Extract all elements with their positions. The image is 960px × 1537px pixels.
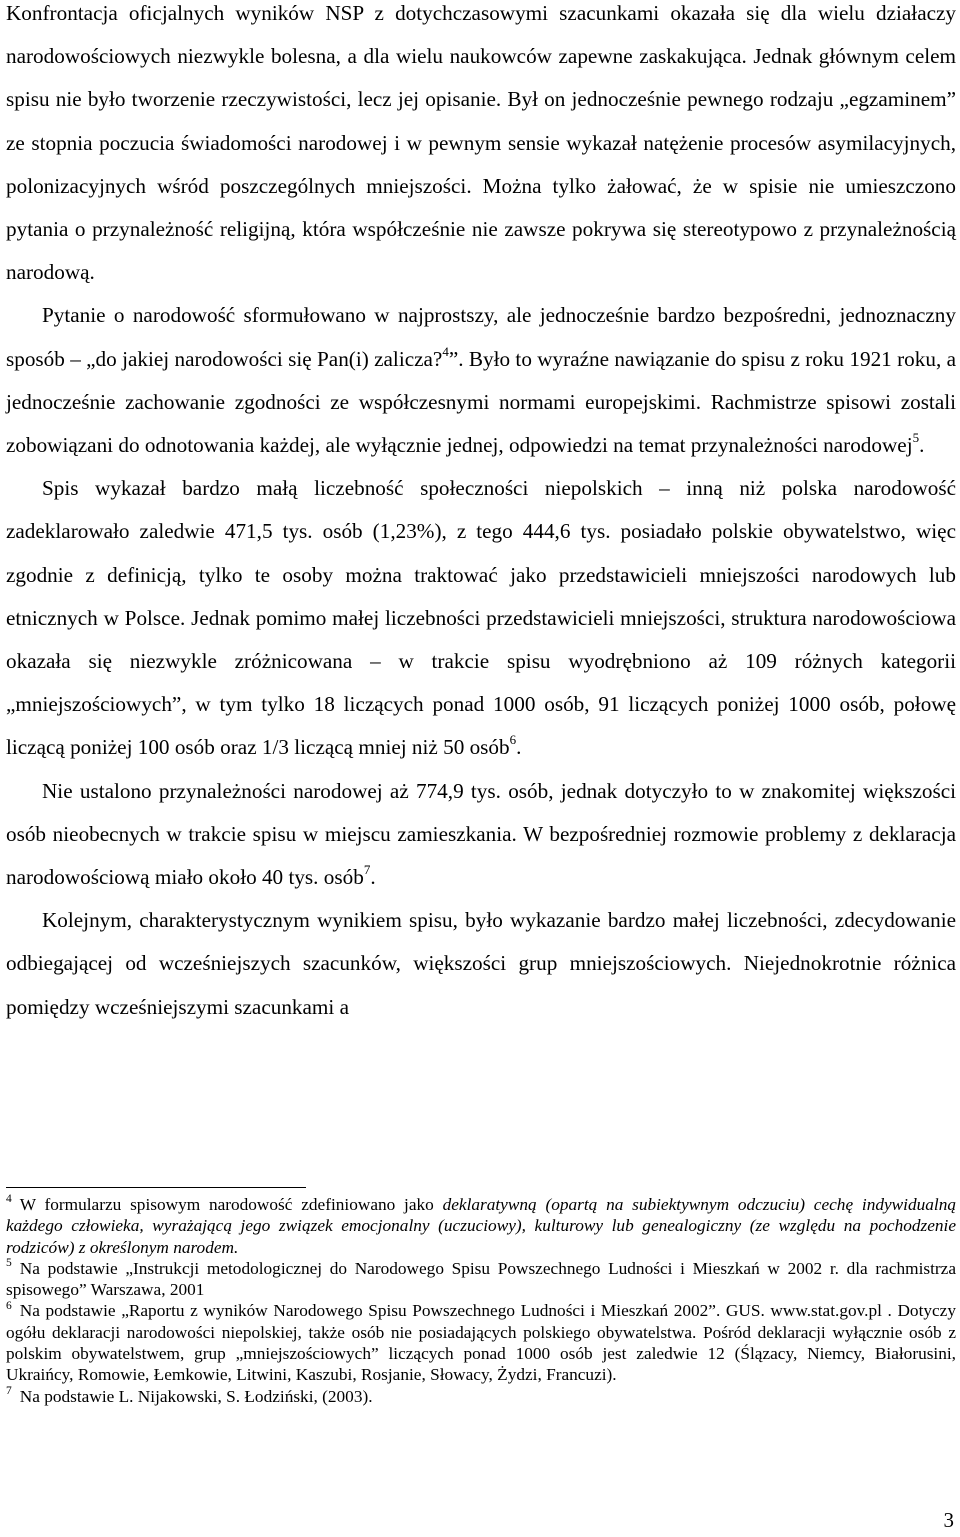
footnote-7 [6, 1386, 956, 1407]
footnote-5-text: Na podstawie „Instrukcji metodologicznej do Narodowego Spisu Powszechnego Ludności i Mieszkań w 2002 r. dla rachmistrza spisowego” Warszawa, 2001 [6, 1258, 956, 1300]
page-number: 3 [943, 1508, 954, 1532]
paragraph-5: Kolejnym, charakterystycznym wynikiem spisu, było wykazanie bardzo małej liczebności, zdecydowanie odbiegającej od wcześniejszych szacunków, większości grup mniejszościowych. Niejednokrotnie różnica pomiędzy wcześniejszymi szacunkami a [6, 908, 956, 1019]
footnote-4-marker: 4 [6, 1193, 12, 1206]
paragraph-2-text-a: Pytanie o narodowość sformułowano w najprostszy, ale jednocześnie bardzo bezpośredni, jednoznaczny sposób – „do jakiej narodowości się Pan(i) zalicza? [6, 303, 956, 371]
footnote-4-text: W formularzu spisowym narodowość zdefiniowano jako [19, 1195, 443, 1214]
footnote-separator [6, 1187, 306, 1188]
paragraph-2-text-c: . [919, 433, 925, 458]
paragraph-4 [6, 770, 956, 900]
paragraph-3-text-a: Spis wykazał bardzo małą liczebność społeczności niepolskich – inną niż polska narodowość zadeklarowało zaledwie 471,5 tys. osób (1,23%), z tego 444,6 tys. posiadało polskie obywatelstwo, więc zgodnie z definicją, tylko te osoby można traktować jako przedstawicieli mniejszości narodowych lub etnicznych w Polsce. Jednak pomimo małej liczebności przedstawicieli mniejszości, struktura narodowościowa okazała się niezwykle zróżnicowana – w trakcie spisu wyodrębniono aż 109 różnych kategorii „mniejszościowych”, w tym tylko 18 liczących ponad 1000 osób, 91 liczących poniżej 1000 osób, połowę liczącą poniżej 100 osób oraz 1/3 liczącą mniej niż 50 osób [6, 476, 956, 760]
footnote-7-text: Na podstawie L. Nijakowski, S. Łodziński, (2003). [19, 1386, 373, 1406]
footnote-ref-4[interactable]: 4 [442, 343, 449, 359]
footnote-ref-5[interactable]: 5 [912, 429, 920, 445]
footnote-ref-6[interactable]: 6 [509, 732, 517, 748]
main-text [6, 0, 956, 1029]
footnote-6 [6, 1300, 956, 1385]
footnote-5 [6, 1258, 956, 1301]
footnote-5-marker: 5 [6, 1257, 12, 1270]
footnote-ref-7[interactable]: 7 [363, 862, 371, 877]
paragraph-4-text-b: . [370, 865, 376, 890]
paragraph-3 [6, 467, 956, 769]
paragraph-3-text-b: . [516, 735, 522, 760]
footnote-7-marker: 7 [6, 1384, 12, 1397]
paragraph-1: Konfrontacja oficjalnych wyników NSP z dotychczasowymi szacunkami okazała się dla wielu działaczy narodowościowych niezwykle bolesna, a dla wielu naukowców zapewne zaskakująca. Jednak głównym celem spisu nie było tworzenie rzeczywistości, lecz jej opisanie. Był on jednocześnie pewnego rodzaju „egzaminem” ze stopnia poczucia świadomości narodowej i w pewnym sensie wykazał natężenie procesów asymilacyjnych, polonizacyjnych wśród poszczególnych mniejszości. Można tylko żałować, że w spisie nie umieszczono pytania o przynależność religijną, która współcześnie nie zawsze pokrywa się stereotypowo z przynależnością narodową. [6, 1, 956, 285]
footnote-4 [6, 1194, 956, 1258]
paragraph-2-text-b: ”. Było to wyraźne nawiązanie do spisu z roku 1921 roku, a jednocześnie zachowanie zgodności ze współczesnymi normami europejskimi. Rachmistrze spisowi zostali zobowiązani do odnotowania każdej, ale wyłącznie jednej, odpowiedzi na temat przynależności narodowej [6, 346, 956, 458]
footnote-6-marker: 6 [6, 1299, 12, 1312]
paragraph-4-text-a: Nie ustalono przynależności narodowej aż 774,9 tys. osób, jednak dotyczyło to w znakomitej większości osób nieobecnych w trakcie spisu w miejscu zamieszkania. W bezpośredniej rozmowie problemy z deklaracja narodowościową miało około 40 tys. osób [6, 778, 956, 890]
footnote-4-definition: deklaratywną (opartą na subiektywnym odczuciu) cechę indywidualną każdego człowieka, wyrażającą jego związek emocjonalny (uczuciowy), kulturowy lub genealogiczny (ze względu na pochodzenie rodziców) z określonym narodem. [6, 1195, 956, 1257]
footnote-6-text: Na podstawie „Raportu z wyników Narodowego Spisu Powszechnego Ludności i Mieszkań 2002”. GUS. www.stat.gov.pl . Dotyczy ogółu deklaracji narodowości niepolskiej, także osób nie posiadających polskiego obywatelstwa. Pośród deklaracji wyłącznie osób z polskim obywatelstwem, grup „mniejszościowych” liczących ponad 1000 osób jest zaledwie 12 (Ślązacy, Niemcy, Białorusini, Ukraińcy, Romowie, Łemkowie, Litwini, Kaszubi, Rosjanie, Słowacy, Żydzi, Francuzi). [6, 1301, 956, 1385]
footnotes [6, 1194, 956, 1407]
paragraph-2 [6, 294, 956, 467]
